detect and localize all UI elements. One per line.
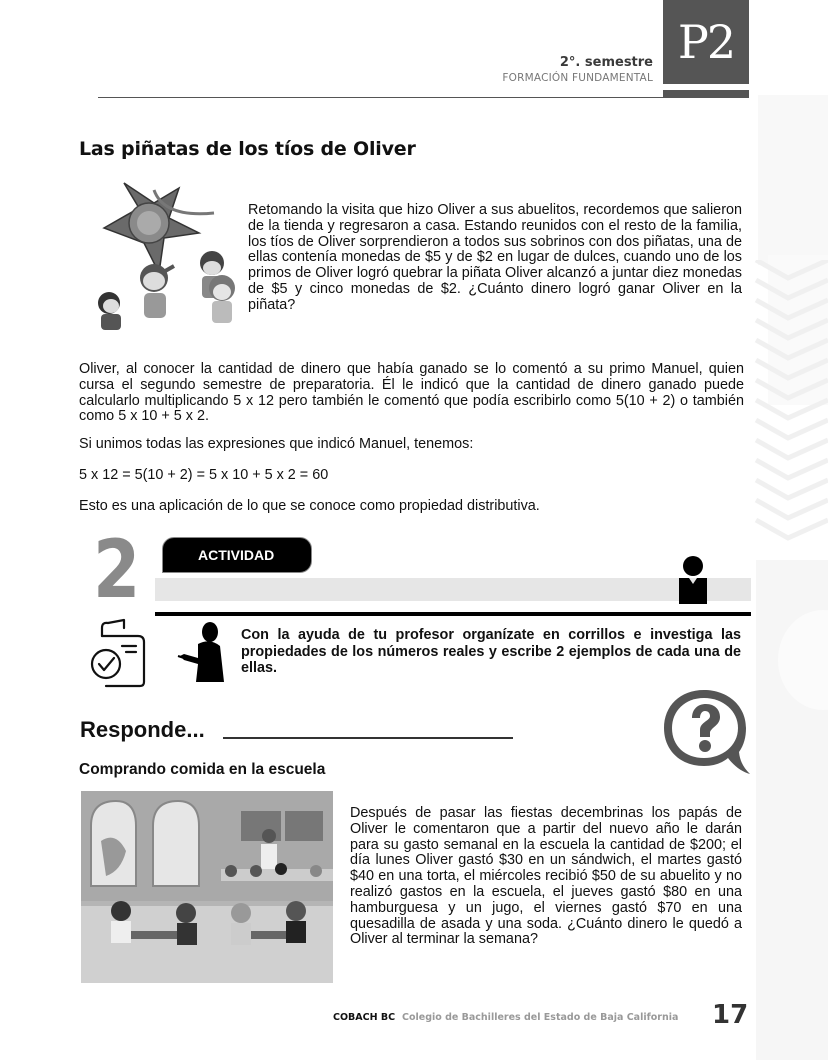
responde-underline	[223, 737, 513, 739]
person-icon	[678, 556, 708, 604]
decorative-background-pattern	[748, 0, 828, 1064]
activity-band	[155, 578, 751, 601]
problem-text: Después de pasar las fiestas decembrinas los papás de Oliver le comentaron que a partir del nuevo año le darán para su gasto semanal en la escuela la cantidad de $200; el día lunes Oliver gastó $30 en un sándwich, el martes gastó $40 en una torta, el miércoles recibió $50 de su abuelito y no realizó gastos en la escuela, el jueves gastó $80 en una hamburguesa y un jugo, el viernes gastó $70 en una quesadilla de asada y una soda. ¿Cuánto dinero le quedó a Oliver al terminar la semana?	[350, 805, 742, 948]
page-number: 17	[712, 1000, 749, 1030]
intro-paragraph: Retomando la visita que hizo Oliver a sus abuelitos, recordemos que salieron de la tienda y regresaron a casa. Estando reunidos con el resto de la familia, los tíos de Oliver sorprendieron a todos sus sobrinos con dos piñatas, una de ellas contenía monedas de $5 y de $2 en lugar de dulces, cuando uno de los primos de Oliver logró quebrar la piñata Oliver alcanzó a juntar diez monedas de $5 y cinco monedas de $2. ¿Cuánto dinero logró ganar Oliver en la piñata?	[248, 202, 742, 313]
activity-label: ACTIVIDAD	[198, 547, 275, 563]
question-bubble-icon	[660, 686, 752, 776]
cafeteria-illustration	[81, 791, 333, 983]
activity-tab	[162, 537, 312, 573]
activity-instruction: Con la ayuda de tu profesor organízate en corrillos e investiga las propiedades de los números reales y escribe 2 ejemplos de cada una de ellas.	[241, 627, 741, 676]
section-title: Las piñatas de los tíos de Oliver	[79, 138, 416, 160]
activity-rule	[155, 612, 751, 616]
footer-org-long: Colegio de Bachilleres del Estado de Baja California	[402, 1012, 679, 1023]
area-label: FORMACIÓN FUNDAMENTAL	[502, 72, 653, 84]
paragraph-manuel: Oliver, al conocer la cantidad de dinero que había ganado se lo comentó a su primo Manuel, quien cursa el segundo semestre de preparatoria. Él le indicó que la cantidad de dinero ganado puede calcularlo multiplicando 5 x 12 pero también le comentó que podía escribirlo como 5(10 + 2) o también como 5 x 10 + 5 x 2.	[79, 361, 744, 425]
problem-subtitle: Comprando comida en la escuela	[79, 761, 326, 778]
module-badge: P2	[663, 0, 749, 84]
teacher-icon	[176, 622, 228, 682]
paragraph-distributive: Esto es una aplicación de lo que se conoce como propiedad distributiva.	[79, 498, 540, 514]
activity-number: 2	[93, 523, 141, 616]
clipboard-check-icon	[88, 618, 150, 688]
responde-heading: Responde...	[80, 717, 205, 742]
equation: 5 x 12 = 5(10 + 2) = 5 x 10 + 5 x 2 = 60	[79, 467, 329, 483]
header-divider	[98, 97, 663, 98]
pinata-illustration	[84, 178, 244, 338]
badge-underline	[663, 90, 749, 98]
semester-label: 2°. semestre	[559, 55, 653, 70]
paragraph-expressions: Si unimos todas las expresiones que indicó Manuel, tenemos:	[79, 436, 474, 452]
footer-org-short: COBACH BC	[333, 1012, 396, 1023]
